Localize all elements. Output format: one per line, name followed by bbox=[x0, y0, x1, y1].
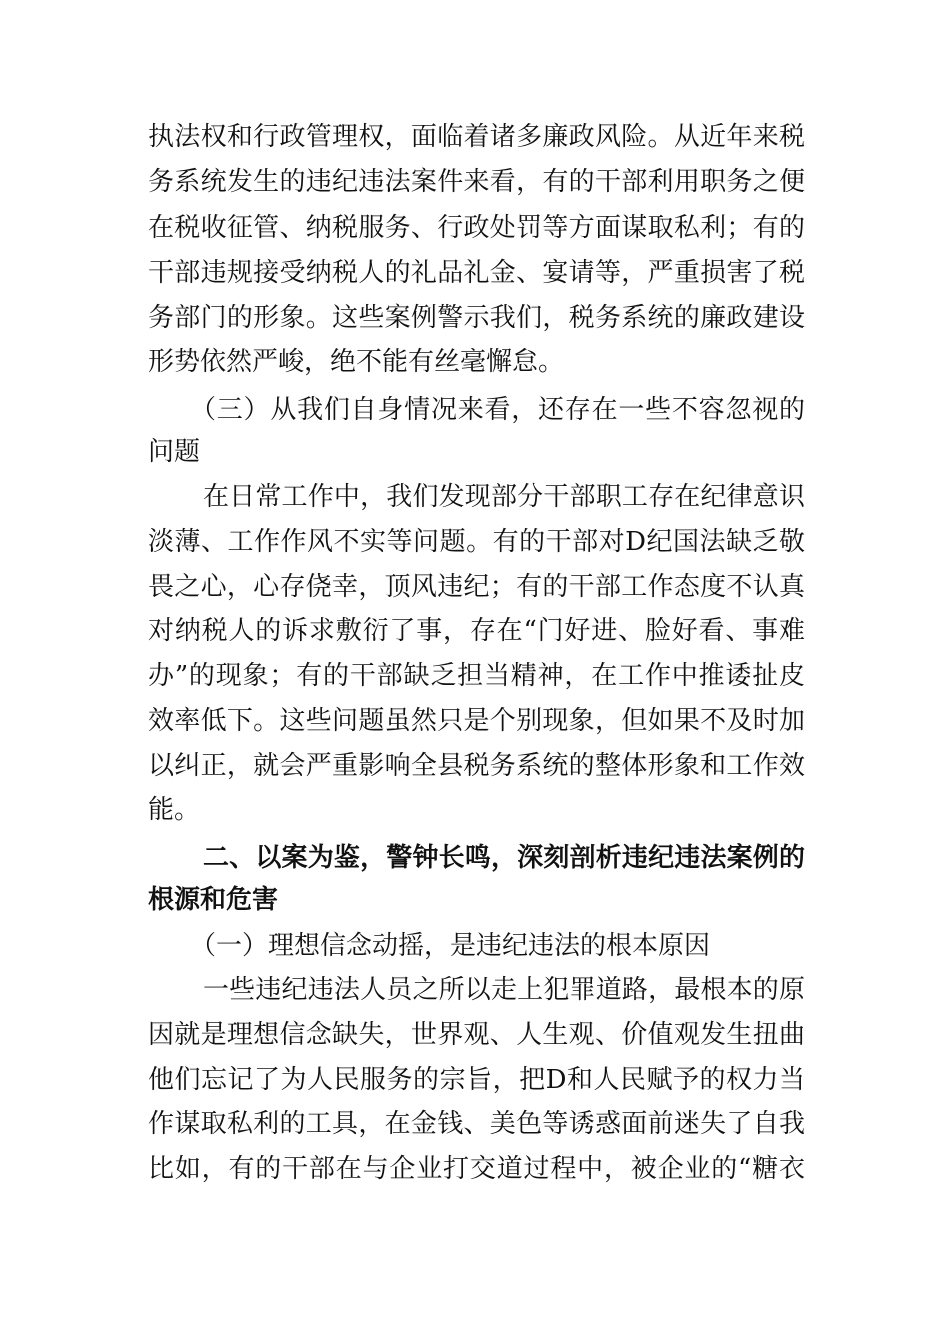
body-text-line: 对纳税人的诉求敷衍了事，存在“门好进、脸好看、事难 bbox=[148, 616, 805, 646]
body-text-line: 淡薄、工作作风不实等问题。有的干部对D纪国法缺乏敬 bbox=[148, 527, 805, 557]
body-text-line: 在日常工作中，我们发现部分干部职工存在纪律意识 bbox=[203, 482, 805, 512]
subheading-line: （一）理想信念动摇，是违纪违法的根本原因 bbox=[190, 931, 711, 961]
body-text-line: 效率低下。这些问题虽然只是个别现象，但如果不及时加 bbox=[148, 706, 805, 736]
body-text-line: 他们忘记了为人民服务的宗旨，把D和人民赋予的权力当 bbox=[148, 1065, 805, 1095]
body-text-line: 能。 bbox=[148, 795, 201, 825]
section-heading-line: 根源和危害 bbox=[148, 885, 279, 915]
body-text-line: 执法权和行政管理权，面临着诸多廉政风险。从近年来税 bbox=[148, 122, 805, 152]
body-text-line: 作谋取私利的工具，在金钱、美色等诱惑面前迷失了自我 bbox=[148, 1109, 805, 1139]
body-text-line: 比如，有的干部在与企业打交道过程中，被企业的“糖衣 bbox=[148, 1154, 805, 1184]
subheading-line: （三）从我们自身情况来看，还存在一些不容忽视的 bbox=[190, 395, 805, 425]
body-text-line: 因就是理想信念缺失，世界观、人生观、价值观发生扭曲 bbox=[148, 1020, 805, 1050]
body-text-line: 一些违纪违法人员之所以走上犯罪道路，最根本的原 bbox=[203, 975, 805, 1005]
body-text-line: 以纠正，就会严重影响全县税务系统的整体形象和工作效 bbox=[148, 751, 805, 781]
subheading-line: 问题 bbox=[148, 437, 201, 467]
body-text-line: 畏之心，心存侥幸，顶风违纪；有的干部工作态度不认真 bbox=[148, 572, 805, 602]
body-text-line: 务部门的形象。这些案例警示我们，税务系统的廉政建设 bbox=[148, 303, 805, 333]
section-heading-line: 二、以案为鉴，警钟长鸣，深刻剖析违纪违法案例的 bbox=[203, 843, 805, 873]
body-text-line: 务系统发生的违纪违法案件来看，有的干部利用职务之便 bbox=[148, 167, 805, 197]
body-text-line: 形势依然严峻，绝不能有丝毫懈怠。 bbox=[148, 347, 565, 377]
body-text-line: 办”的现象；有的干部缺乏担当精神，在工作中推诿扯皮 bbox=[148, 661, 805, 691]
body-text-line: 干部违规接受纳税人的礼品礼金、宴请等，严重损害了税 bbox=[148, 258, 805, 288]
body-text-line: 在税收征管、纳税服务、行政处罚等方面谋取私利；有的 bbox=[148, 213, 805, 243]
